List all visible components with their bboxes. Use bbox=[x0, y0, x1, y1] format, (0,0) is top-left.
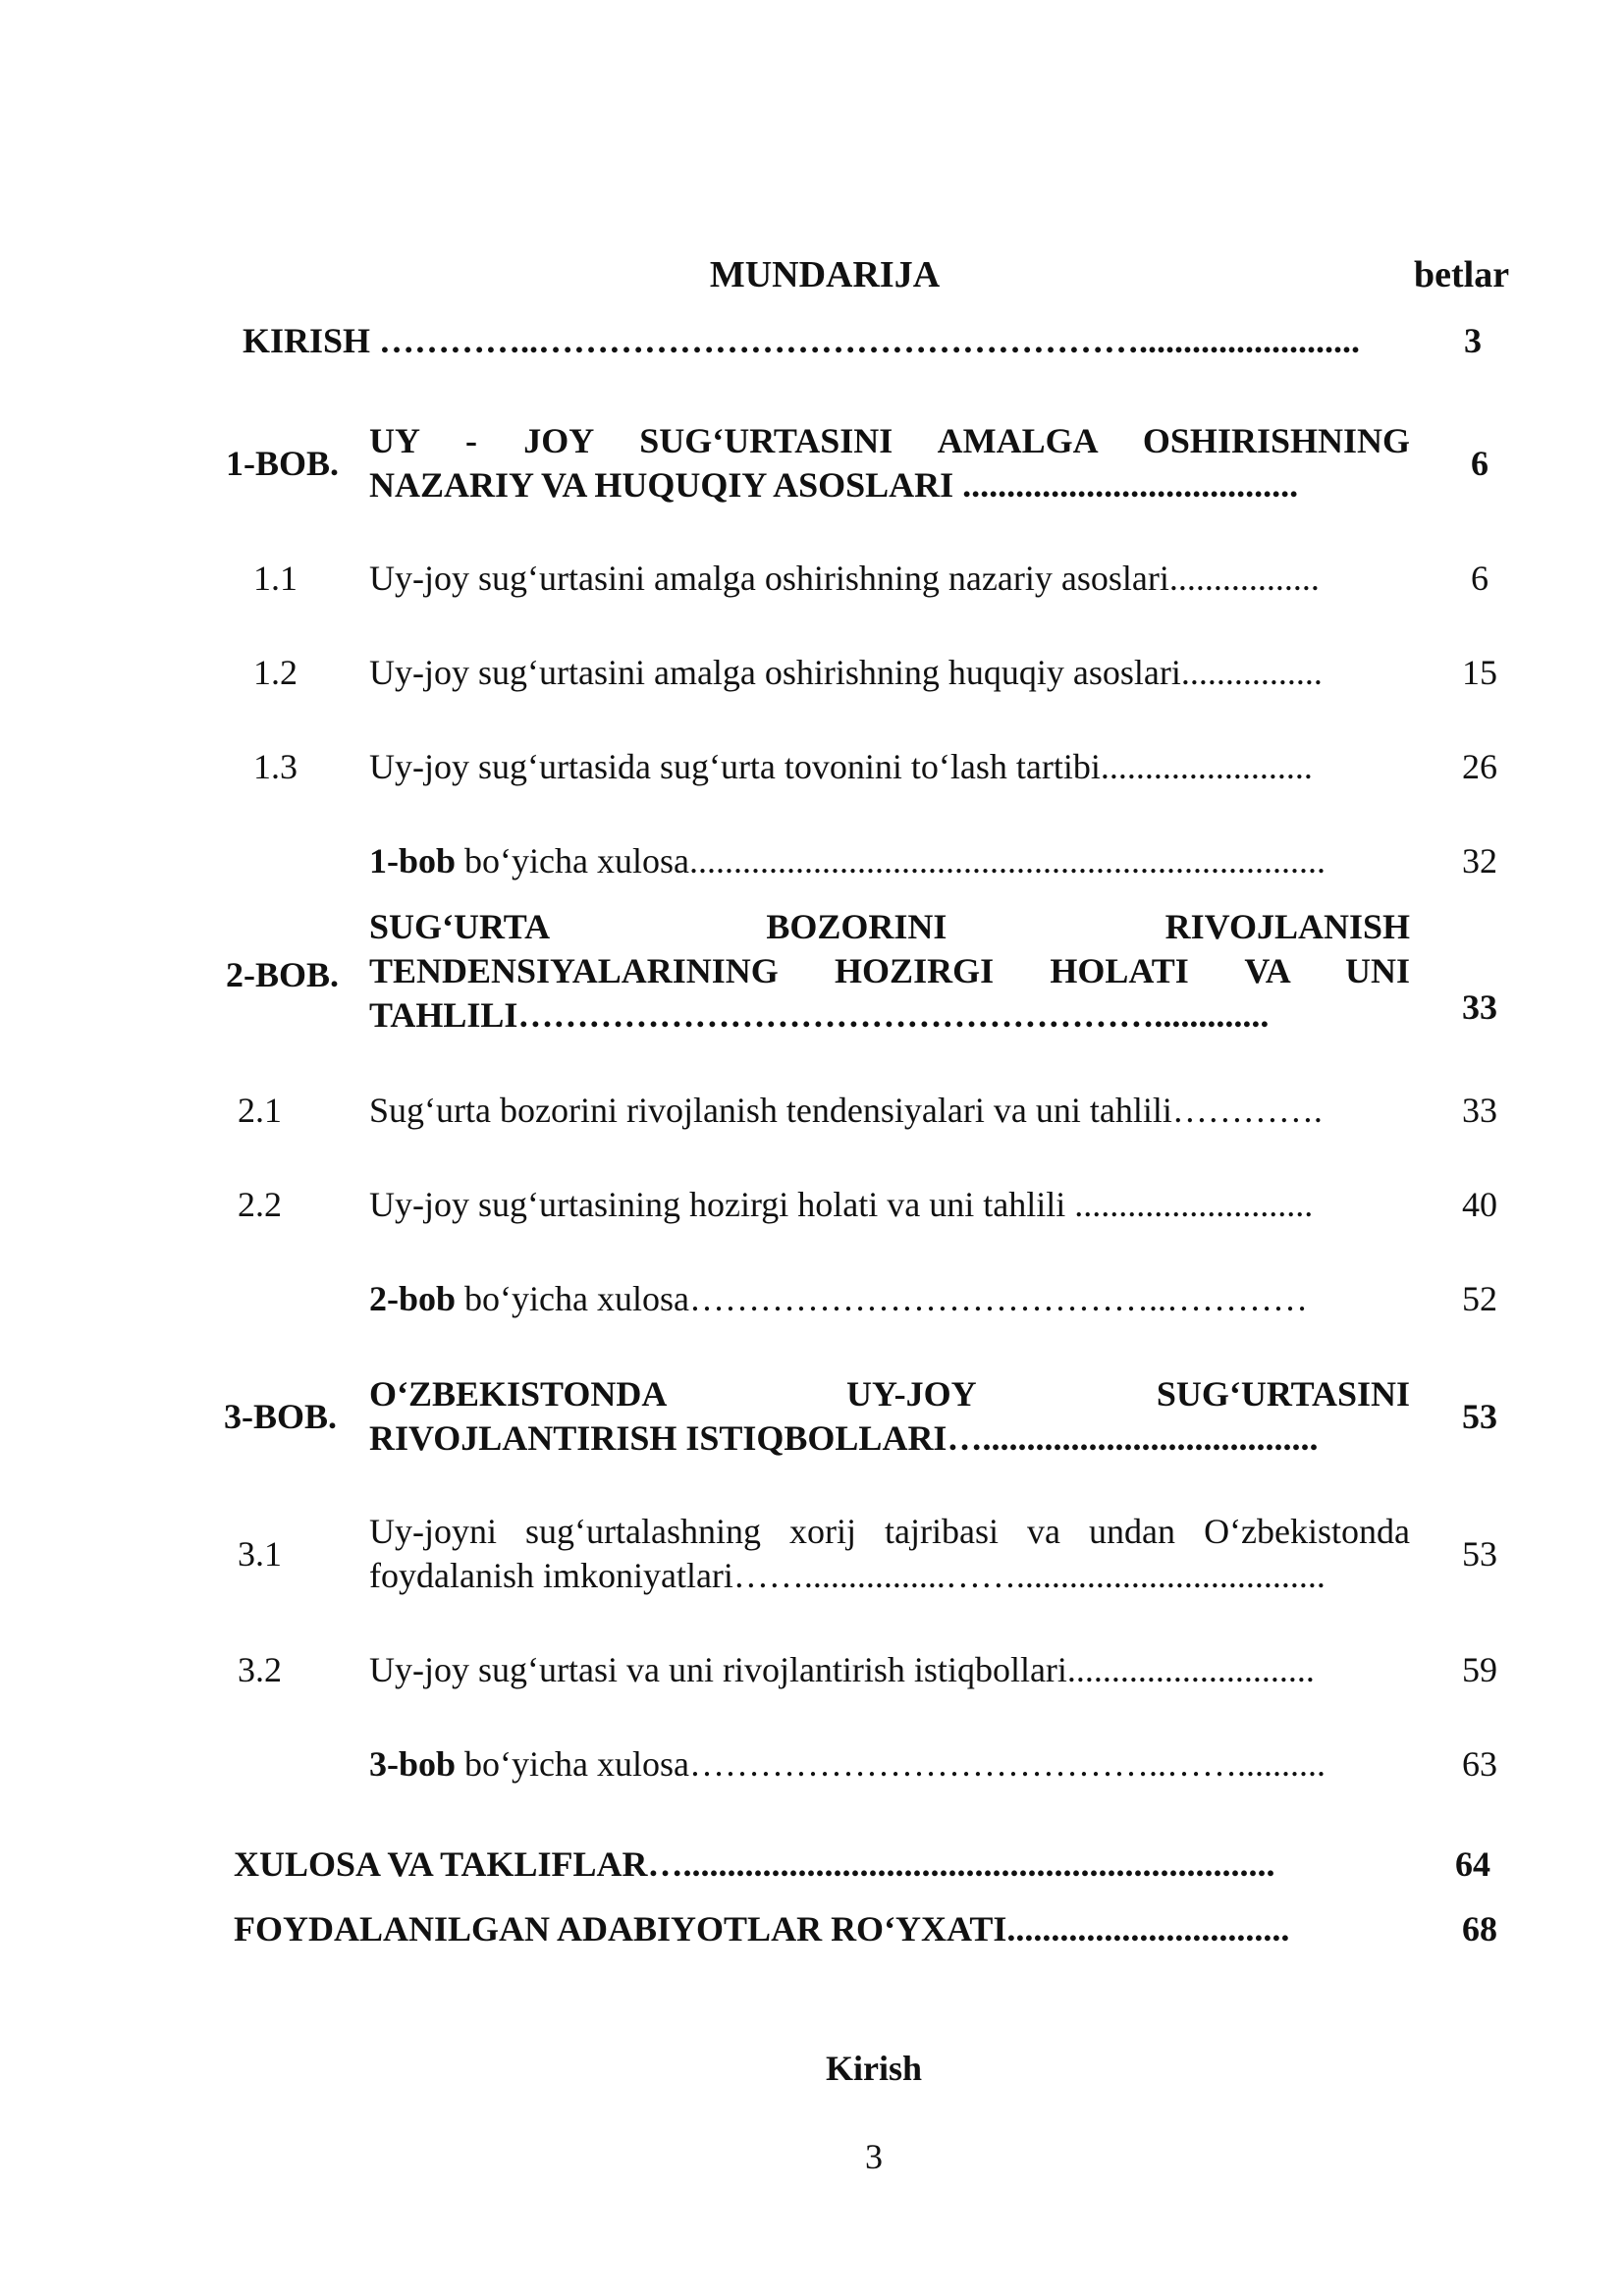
section-number: 3.2 bbox=[238, 1650, 282, 1689]
toc-entry-chapter-3[interactable] bbox=[369, 1372, 1410, 1461]
toc-entry-section-2-1[interactable]: Sug‘urta bozorini rivojlanish tendensiyalari va uni tahlili…………. bbox=[369, 1091, 1323, 1130]
chapter-title-line: TENDENSIYALARINING HOZIRGI HOLATI VA UNI bbox=[369, 951, 1410, 990]
toc-leader-dots: …................................................................... bbox=[647, 1844, 1275, 1884]
toc-entry-section-1-3[interactable]: Uy-joy sug‘urtasida sug‘urta tovonini to‘lash tartibi........................ bbox=[369, 747, 1313, 786]
toc-conclusions-label: XULOSA VA TAKLIFLAR bbox=[234, 1844, 648, 1884]
chapter-ref: 3-bob bbox=[369, 1744, 457, 1784]
toc-page-number: 64 bbox=[1455, 1844, 1490, 1884]
chapter-title-line: O‘ZBEKISTONDA UY-JOY SUG‘URTASINI bbox=[369, 1374, 1410, 1414]
conclusion-text: bo‘yicha xulosa…………………………………..…….......... bbox=[456, 1744, 1326, 1784]
toc-entry-section-1-2[interactable]: Uy-joy sug‘urtasini amalga oshirishning huquqiy asoslari................ bbox=[369, 653, 1323, 692]
toc-entry-conclusions[interactable] bbox=[234, 1843, 1412, 1885]
chapter-ref: 2-bob bbox=[369, 1279, 457, 1318]
toc-references-label: FOYDALANILGAN ADABIYOTLAR RO‘YXATI bbox=[234, 1909, 1007, 1949]
chapter-title-line: SUG‘URTA BOZORINI RIVOJLANISH bbox=[369, 907, 1410, 946]
section-heading-intro: Kirish bbox=[825, 2049, 922, 2088]
toc-page-number: 33 bbox=[1462, 988, 1497, 1027]
section-number: 1.2 bbox=[253, 653, 298, 692]
conclusion-text: bo‘yicha xulosa........................................................................ bbox=[456, 841, 1326, 881]
toc-entry-chapter-1-conclusion[interactable] bbox=[369, 840, 1410, 881]
section-number: 2.1 bbox=[238, 1091, 282, 1130]
toc-leader-dots: ................................ bbox=[1006, 1909, 1290, 1949]
chapter-ref: 1-bob bbox=[369, 841, 457, 881]
toc-entry-section-2-2[interactable]: Uy-joy sug‘urtasining hozirgi holati va uni tahlili ........................... bbox=[369, 1185, 1314, 1224]
toc-entry-chapter-2[interactable] bbox=[369, 905, 1410, 1038]
toc-entry-intro[interactable] bbox=[243, 320, 1411, 361]
toc-page-number: 26 bbox=[1462, 747, 1497, 786]
chapter-number: 3-BOB. bbox=[224, 1397, 338, 1436]
toc-page-number: 6 bbox=[1471, 559, 1489, 598]
chapter-title-line: UY - JOY SUG‘URTASINI AMALGA OSHIRISHNING bbox=[369, 421, 1410, 460]
conclusion-text: bo‘yicha xulosa…………………………………..………… bbox=[456, 1279, 1308, 1318]
section-number: 1.3 bbox=[253, 747, 298, 786]
toc-entry-section-3-1[interactable] bbox=[369, 1510, 1410, 1598]
toc-page-number: 53 bbox=[1462, 1397, 1497, 1436]
section-number: 1.1 bbox=[253, 559, 298, 598]
toc-page-number: 6 bbox=[1471, 444, 1489, 483]
toc-entry-chapter-1[interactable] bbox=[369, 419, 1410, 507]
toc-page-number: 68 bbox=[1462, 1909, 1497, 1949]
toc-page-number: 32 bbox=[1462, 841, 1497, 881]
section-title-line: Uy-joyni sug‘urtalashning xorij tajribasi va undan O‘zbekistonda bbox=[369, 1512, 1410, 1551]
toc-entry-section-3-2[interactable]: Uy-joy sug‘urtasi va uni rivojlantirish istiqbollari............................ bbox=[369, 1650, 1315, 1689]
toc-page-number: 53 bbox=[1462, 1534, 1497, 1574]
page-number: 3 bbox=[865, 2137, 883, 2176]
chapter-number: 2-BOB. bbox=[226, 955, 340, 994]
chapter-title-line: TAHLILI………………………………………………............. bbox=[369, 995, 1270, 1035]
toc-page-number: 40 bbox=[1462, 1185, 1497, 1224]
toc-intro-label: KIRISH bbox=[243, 321, 371, 360]
section-number: 2.2 bbox=[238, 1185, 282, 1224]
chapter-title-line: RIVOJLANTIRISH ISTIQBOLLARI…...................................... bbox=[369, 1418, 1319, 1458]
toc-entry-chapter-3-conclusion[interactable] bbox=[369, 1743, 1410, 1785]
toc-entry-references[interactable] bbox=[234, 1908, 1402, 1949]
toc-page-number: 3 bbox=[1464, 321, 1482, 360]
pages-column-header: betlar bbox=[1414, 254, 1510, 295]
toc-page-number: 63 bbox=[1462, 1744, 1497, 1784]
toc-entry-chapter-2-conclusion[interactable] bbox=[369, 1278, 1410, 1319]
toc-leader-dots: …………..……………………………………………......................... bbox=[370, 321, 1361, 360]
toc-page-number: 15 bbox=[1462, 653, 1497, 692]
toc-entry-section-1-1[interactable]: Uy-joy sug‘urtasini amalga oshirishning nazariy asoslari................. bbox=[369, 559, 1320, 598]
toc-page-number: 52 bbox=[1462, 1279, 1497, 1318]
section-number: 3.1 bbox=[238, 1534, 282, 1574]
toc-page-number: 59 bbox=[1462, 1650, 1497, 1689]
toc-page-number: 33 bbox=[1462, 1091, 1497, 1130]
section-title-line: foydalanish imkoniyatlari……................……................................... bbox=[369, 1556, 1326, 1595]
toc-title: MUNDARIJA bbox=[709, 254, 941, 295]
chapter-title-line: NAZARIY VA HUQUQIY ASOSLARI ...................................... bbox=[369, 465, 1299, 505]
chapter-number: 1-BOB. bbox=[226, 444, 340, 483]
